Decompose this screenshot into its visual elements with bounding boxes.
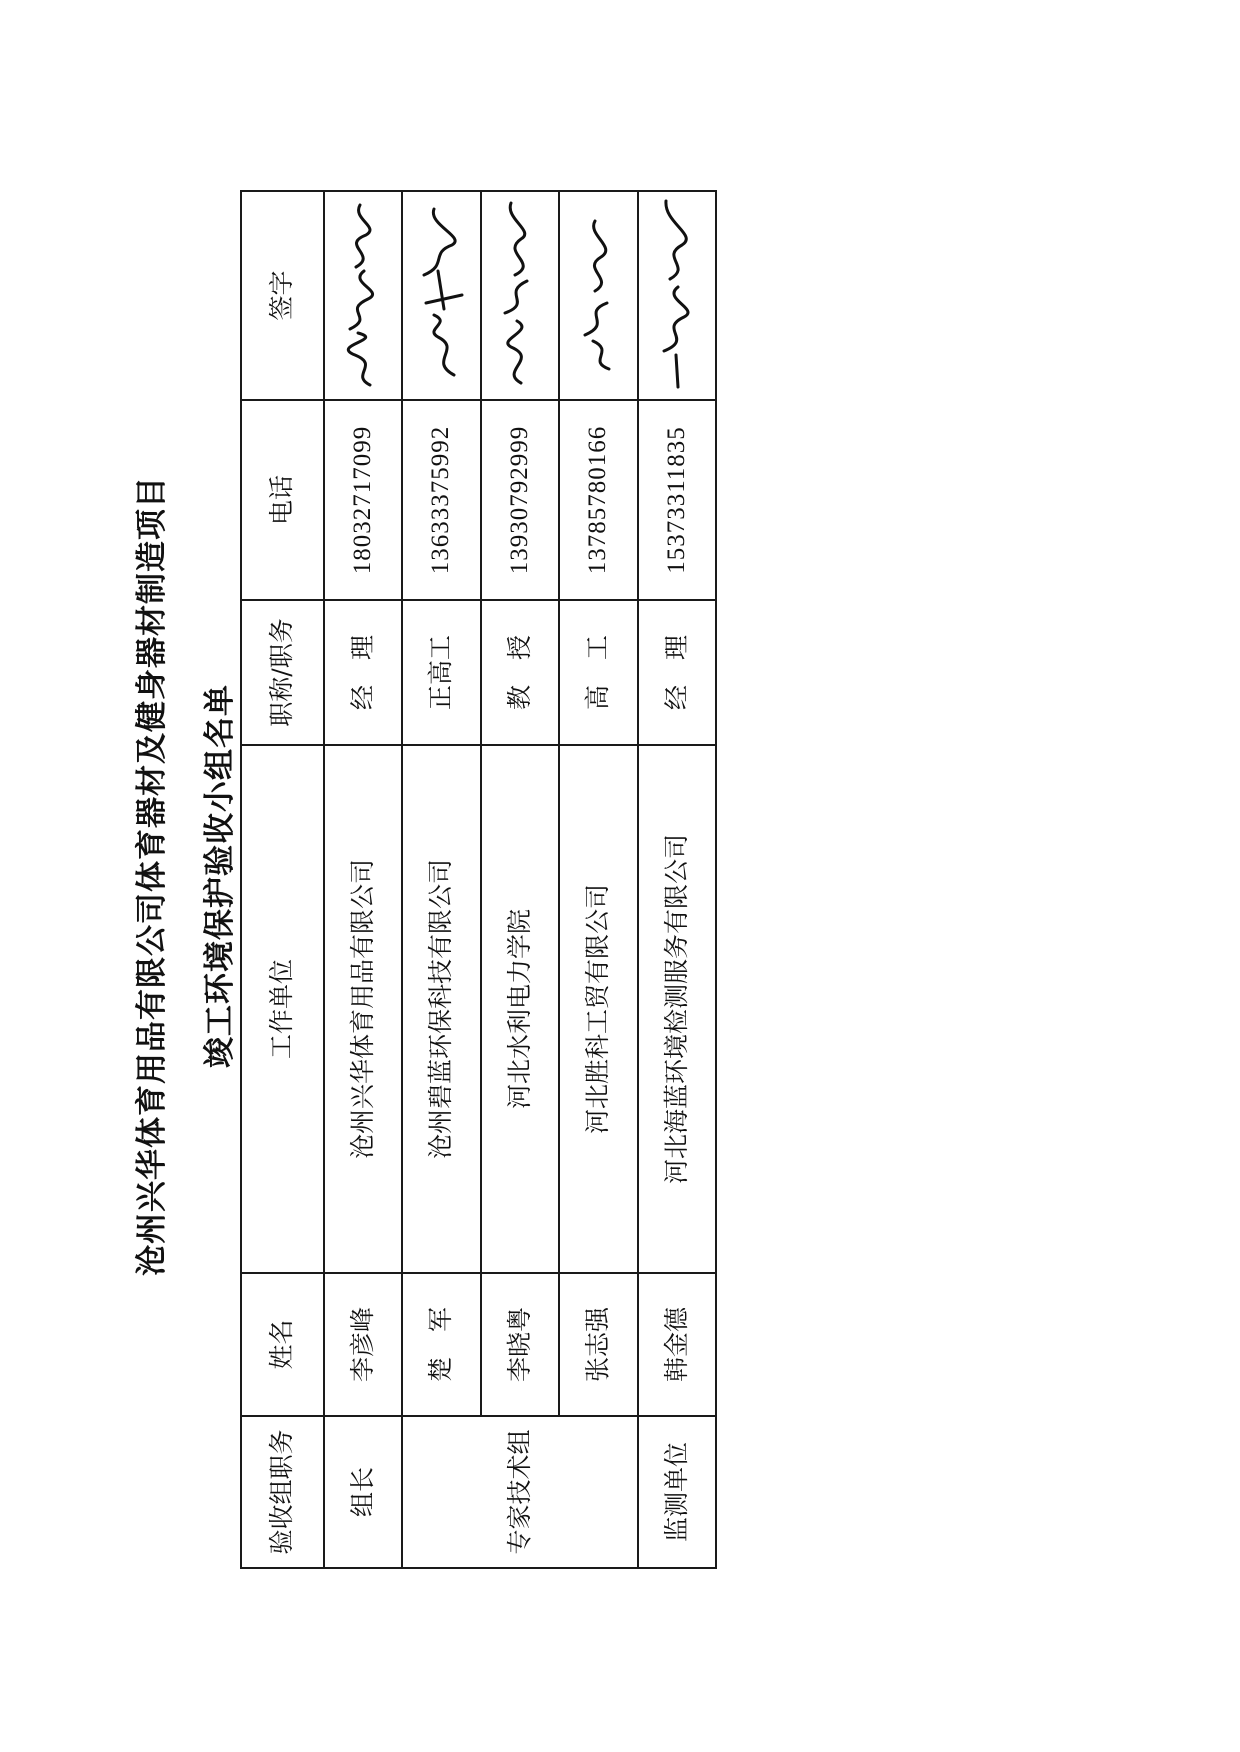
phone-cell: 15373311835: [638, 400, 716, 600]
header-name: 姓名: [241, 1273, 324, 1416]
name-cell: 李彦峰: [324, 1273, 402, 1416]
header-signature: 签字: [241, 191, 324, 400]
signature-cell: [638, 191, 716, 400]
signature-cell: [402, 191, 480, 400]
document-subtitle: 竣工环境保护验收小组名单: [202, 684, 238, 1068]
signature-cell: [481, 191, 559, 400]
header-title: 职称/职务: [241, 600, 324, 745]
signature-cell: [324, 191, 402, 400]
title-cell: 正高工: [402, 600, 480, 745]
name-cell: 韩金德: [638, 1273, 716, 1416]
table-row: [638, 191, 716, 1568]
title-cell: 经 理: [324, 600, 402, 745]
unit-cell: 河北水利电力学院: [481, 745, 559, 1273]
unit-cell: 河北海蓝环境检测服务有限公司: [638, 745, 716, 1273]
title-cell: 教 授: [481, 600, 559, 745]
phone-cell: 13785780166: [559, 400, 637, 600]
table-row: [324, 191, 402, 1568]
handwritten-signature: [644, 196, 710, 396]
handwritten-signature: [565, 196, 631, 396]
role-cell: 监测单位: [638, 1416, 716, 1568]
phone-cell: 13633375992: [402, 400, 480, 600]
unit-cell: 河北胜科工贸有限公司: [559, 745, 637, 1273]
handwritten-signature: [330, 196, 396, 396]
header-unit: 工作单位: [241, 745, 324, 1273]
table-row: [402, 191, 480, 1568]
phone-cell: 13930792999: [481, 400, 559, 600]
title-cell: 经 理: [638, 600, 716, 745]
unit-cell: 沧州碧蓝环保科技有限公司: [402, 745, 480, 1273]
name-cell: 楚 军: [402, 1273, 480, 1416]
header-role: 验收组职务: [241, 1416, 324, 1568]
document-title: 沧州兴华体育用品有限公司体育器材及健身器材制造项目: [134, 476, 170, 1276]
title-cell: 高 工: [559, 600, 637, 745]
handwritten-signature: [408, 196, 474, 396]
header-row: [241, 191, 324, 1568]
role-cell: 专家技术组: [402, 1416, 637, 1568]
signature-cell: [559, 191, 637, 400]
name-cell: 李晓粤: [481, 1273, 559, 1416]
phone-cell: 18032717099: [324, 400, 402, 600]
handwritten-signature: [487, 196, 553, 396]
table-row: [481, 191, 559, 1568]
unit-cell: 沧州兴华体育用品有限公司: [324, 745, 402, 1273]
role-cell: 组长: [324, 1416, 402, 1568]
header-phone: 电话: [241, 400, 324, 600]
name-cell: 张志强: [559, 1273, 637, 1416]
acceptance-team-table: [240, 190, 717, 1569]
table-row: [559, 191, 637, 1568]
